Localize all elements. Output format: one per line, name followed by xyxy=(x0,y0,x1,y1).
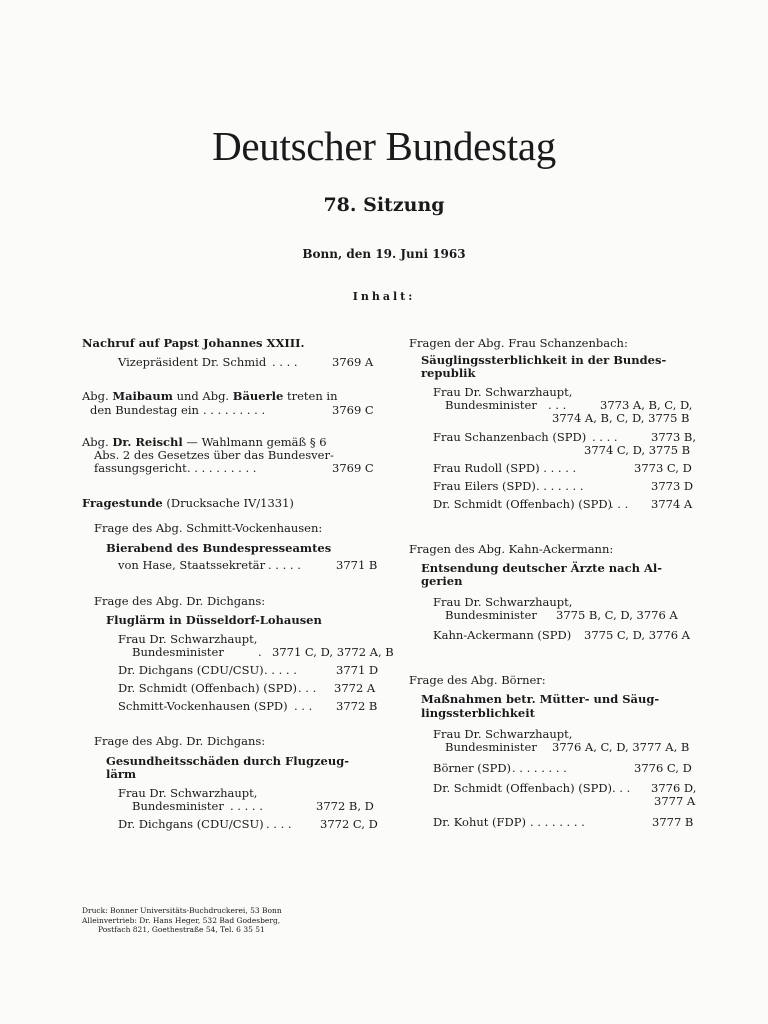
entry-line: den Bundestag ein xyxy=(90,403,199,417)
speaker: Dr. Dichgans (CDU/CSU) xyxy=(118,817,264,831)
entry-line xyxy=(82,389,338,403)
speaker: Frau Eilers (SPD) xyxy=(433,479,536,493)
question-intro: Frage des Abg. Schmitt-Vockenhausen: xyxy=(94,521,323,535)
question-title: gerien xyxy=(421,574,463,588)
page-ref: 3773 B, xyxy=(651,430,697,444)
leader-dots: . . . . . xyxy=(264,663,297,677)
question-title: Maßnahmen betr. Mütter- und Säug- xyxy=(421,692,660,706)
speaker: Dr. Schmidt (Offenbach) (SPD) xyxy=(118,681,298,695)
page-ref: 3777 B xyxy=(652,815,694,829)
page-ref: 3769 C xyxy=(332,403,374,417)
speaker: Bundesminister xyxy=(132,799,224,813)
contents-heading: Inhalt: xyxy=(352,290,416,303)
text: — Wahlmann gemäß § 6 xyxy=(182,435,327,449)
page-ref: 3773 A, B, C, D, xyxy=(600,398,693,412)
leader-dots: . . . xyxy=(298,681,317,695)
question-title: lärm xyxy=(106,767,137,781)
leader-dots: . . . . xyxy=(272,355,298,369)
page-ref: 3775 B, C, D, 3776 A xyxy=(556,608,678,622)
printer-imprint xyxy=(82,906,282,935)
page-ref: 3777 A xyxy=(654,794,696,808)
page-ref: 3772 A xyxy=(334,681,376,695)
name: Dr. Reischl xyxy=(112,435,183,449)
page-ref: 3775 C, D, 3776 A xyxy=(584,628,690,642)
question-title: Säuglingssterblichkeit in der Bundes- xyxy=(421,353,667,367)
question-intro: Frage des Abg. Dr. Dichgans: xyxy=(94,594,266,608)
section-heading xyxy=(82,496,294,510)
leader-dots: . . . xyxy=(294,699,313,713)
question-title: Fluglärm in Düsseldorf-Lohausen xyxy=(106,613,322,627)
speaker: Bundesminister xyxy=(445,740,537,754)
page-ref: 3772 B, D xyxy=(316,799,374,813)
leader-dots: . . . . . . . xyxy=(536,479,584,493)
leader-dots: . . . . xyxy=(266,817,292,831)
entry-title: Nachruf auf Papst Johannes XXIII. xyxy=(82,336,305,350)
question-intro: Fragen der Abg. Frau Schanzenbach: xyxy=(409,336,628,350)
page-ref: 3769 A xyxy=(332,355,374,369)
page-title: Deutscher Bundestag xyxy=(212,123,556,169)
page-ref: 3776 C, D xyxy=(634,761,692,775)
speaker: Dr. Dichgans (CDU/CSU) xyxy=(118,663,264,677)
page-ref: 3772 C, D xyxy=(320,817,378,831)
page-ref: 3774 C, D, 3775 B xyxy=(584,443,691,457)
question-intro: Frage des Abg. Börner: xyxy=(409,673,546,687)
leader-dots: . . . . . . . . xyxy=(512,761,567,775)
page-ref: 3774 A xyxy=(651,497,693,511)
page-ref: 3769 C xyxy=(332,461,374,475)
page-ref: 3773 D xyxy=(651,479,694,493)
leader-dots: . . . . . xyxy=(268,558,301,572)
speaker: Kahn-Ackermann (SPD) xyxy=(433,628,572,642)
speaker: von Hase, Staatssekretär xyxy=(118,558,266,572)
leader-dots: . xyxy=(258,645,262,659)
fragestunde: Fragestunde xyxy=(82,496,163,510)
speaker: Frau Dr. Schwarzhaupt, xyxy=(433,385,573,399)
leader-dots: . . . . xyxy=(592,430,618,444)
question-intro: Frage des Abg. Dr. Dichgans: xyxy=(94,734,266,748)
speaker: Dr. Schmidt (Offenbach) (SPD) xyxy=(433,497,613,511)
page-ref: 3771 C, D, 3772 A, B xyxy=(272,645,394,659)
question-title: Bierabend des Bundespresseamtes xyxy=(106,541,332,555)
leader-dots: . . . . . . . . . . xyxy=(187,461,257,475)
imprint-line: Alleinvertrieb: Dr. Hans Heger, 532 Bad Godesberg, xyxy=(82,915,281,925)
page-ref: 3771 D xyxy=(336,663,379,677)
speaker: Börner (SPD) xyxy=(433,761,512,775)
name: Maibaum xyxy=(112,389,173,403)
leader-dots: . . . xyxy=(548,398,567,412)
drucksache: (Drucksache IV/1331) xyxy=(162,496,294,510)
leader-dots: . . . . . . xyxy=(536,461,577,475)
speaker: Frau Dr. Schwarzhaupt, xyxy=(118,786,258,800)
session-heading: 78. Sitzung xyxy=(323,194,445,216)
speaker: Vizepräsident Dr. Schmid xyxy=(118,355,267,369)
question-title: republik xyxy=(421,366,476,380)
page-ref: 3776 A, C, D, 3777 A, B xyxy=(552,740,690,754)
leader-dots: . . . . . . . . . xyxy=(203,403,266,417)
speaker: Frau Dr. Schwarzhaupt, xyxy=(433,595,573,609)
question-title: Gesundheitsschäden durch Flugzeug- xyxy=(106,754,350,768)
speaker: Dr. Kohut (FDP) xyxy=(433,815,526,829)
page-ref: 3774 A, B, C, D, 3775 B xyxy=(552,411,690,425)
page-ref: 3773 C, D xyxy=(634,461,692,475)
speaker: Frau Dr. Schwarzhaupt, xyxy=(118,632,258,646)
leader-dots: . . . . . xyxy=(230,799,263,813)
question-title: lingssterblichkeit xyxy=(421,706,535,720)
leader-dots: . . . xyxy=(612,781,631,795)
name: Bäuerle xyxy=(232,389,284,403)
text: treten in xyxy=(283,389,338,403)
question-title: Entsendung deutscher Ärzte nach Al- xyxy=(421,561,663,575)
question-intro: Fragen des Abg. Kahn-Ackermann: xyxy=(409,542,614,556)
speaker: Schmitt-Vockenhausen (SPD) xyxy=(118,699,288,713)
speaker: Dr. Schmidt (Offenbach) (SPD) xyxy=(433,781,613,795)
text: Abg. xyxy=(82,435,113,449)
speaker: Bundesminister xyxy=(445,398,537,412)
imprint-line: Druck: Bonner Universitäts-Buchdruckerei, 53 Bonn xyxy=(82,906,282,915)
dateline: Bonn, den 19. Juni 1963 xyxy=(302,247,466,261)
page-ref: 3771 B xyxy=(336,558,378,572)
entry-line: Abs. 2 des Gesetzes über das Bundesver- xyxy=(94,448,334,462)
page-ref: 3772 B xyxy=(336,699,378,713)
speaker: Frau Rudoll (SPD) xyxy=(433,461,540,475)
speaker: Frau Schanzenbach (SPD) xyxy=(433,430,587,444)
text: und Abg. xyxy=(172,389,233,403)
page-ref: 3776 D, xyxy=(651,781,697,795)
imprint-line: Postfach 821, Goethestraße 54, Tel. 6 35 51 xyxy=(98,925,265,934)
text: Abg. xyxy=(82,389,113,403)
leader-dots: . . . xyxy=(610,497,629,511)
entry-line: fassungsgericht xyxy=(94,461,187,475)
leader-dots: . . . . . . . . xyxy=(530,815,585,829)
speaker: Bundesminister xyxy=(445,608,537,622)
entry-line xyxy=(82,435,327,449)
speaker: Frau Dr. Schwarzhaupt, xyxy=(433,727,573,741)
speaker: Bundesminister xyxy=(132,645,224,659)
